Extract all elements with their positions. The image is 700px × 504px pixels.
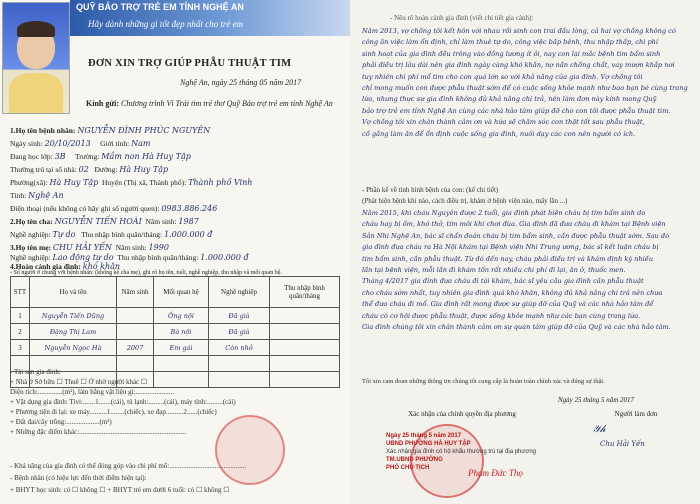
to-text: Chương trình Vì Trái tim trẻ thơ Quỹ Bảo trợ trẻ em tỉnh Nghệ An <box>121 99 333 108</box>
disease-line: cho cháu sớm nhất, tuy nhiên gia đình quá khó khăn, không đủ khả năng chi trả nên chưa <box>362 288 663 297</box>
road-label: Đường: <box>94 165 118 174</box>
banner-title: QUỸ BẢO TRỢ TRẺ EM TỈNH NGHỆ AN <box>76 2 244 12</box>
applicant-date: Ngày 25 tháng 5 năm 2017 <box>558 396 635 404</box>
patient-name-row <box>10 126 210 135</box>
mother-year-label: Năm sinh: <box>115 243 147 252</box>
col-name: Họ và tên <box>30 277 117 308</box>
cert-role: TM.UBND PHƯỜNG <box>386 457 443 463</box>
assets-other: + Những đặc điểm khác:............................................................. <box>10 428 186 436</box>
road-value: Hà Huy Tập <box>119 165 169 174</box>
cell-income <box>270 324 340 340</box>
photo-hair <box>17 21 55 37</box>
house-no: 02 <box>78 165 89 174</box>
district-label: Huyện (Thị xã, Thành phố): <box>101 178 187 187</box>
story-line: phải điều trị lâu dài nên gia đình ngày càng khó khăn, nợ nần chồng chất, vay mượn khắp nơi <box>362 61 675 70</box>
phone-value: 0983.886.246 <box>161 204 218 213</box>
form-date: Nghệ An, ngày 25 tháng 05 năm 2017 <box>180 78 302 87</box>
father-job: Tự do <box>52 230 76 239</box>
father-income: 1.000.000 đ <box>164 230 213 239</box>
col-income: Thu nhập bình quân/tháng <box>270 277 340 308</box>
cell-income <box>270 340 340 356</box>
father-job-row <box>10 230 212 239</box>
school-label: Đang học lớp: <box>10 152 53 161</box>
family-label: 4.Hoàn cảnh gia đình: <box>10 262 81 271</box>
disease-line: cháu có cơ hội được phẫu thuật, được sống khỏe mạnh như các bạn cùng trang lứa. <box>362 311 641 320</box>
table-row <box>11 324 340 340</box>
cert-body: UBND PHƯỜNG HÀ HUY TẬP <box>386 441 471 447</box>
family-story <box>362 26 692 140</box>
mother-job: Lao động tự do <box>52 253 114 262</box>
story-line: tuy nhiên chi phí mổ tim cho con quá lớn so với khả năng của gia đình. Vợ chồng tôi <box>362 72 643 81</box>
photo-shirt <box>9 73 63 113</box>
disease-hint-detail: (Phát hiện bệnh khi nào, cách điều trị, khám ở bệnh viện nào, mấy lần ...) <box>362 197 568 205</box>
cert-title: PHÓ CHỦ TỊCH <box>386 465 430 471</box>
cell-stt: 2 <box>11 324 30 340</box>
banner-slogan: Hãy dành những gì tốt đẹp nhất cho trẻ em <box>88 19 244 29</box>
cell-relation: Bà nội <box>154 324 209 340</box>
members-label: - Số người ở chung với bệnh nhân: (không kể cha mẹ), ghi rõ họ tên, tuổi, nghề nghiệp, thu nhập và mối quan hệ. <box>10 270 282 276</box>
story-line: công ăn việc làm ổn định, chỉ làm thuê tự do, công việc bấp bênh, thu nhập thấp, chi phí <box>362 38 659 47</box>
header-banner <box>70 0 350 36</box>
cell-year <box>117 308 154 324</box>
story-line: lứa, nhưng thực sự gia đình không đủ khả năng chi trả, nên làm đơn này kính mong Quỹ <box>362 95 657 104</box>
assets-ability: - Khả năng của gia đình có thể đóng góp vào chi phí mổ:............................................ <box>10 462 247 470</box>
applicant-name: Chu Hải Yến <box>600 440 645 448</box>
sex-label: Giới tính: <box>100 139 130 148</box>
province-row <box>10 191 64 200</box>
col-stt: STT <box>11 277 30 308</box>
story-line: Vợ chồng tôi xin chân thành cảm ơn và hứa sẽ chăm sóc con thật tốt sau phẫu thuật, <box>362 118 645 127</box>
father-year: 1987 <box>178 217 199 226</box>
assets-land: + Đất đai/cây trồng:...................(m²) <box>10 418 112 426</box>
to-line <box>86 98 348 109</box>
right-page <box>350 0 700 504</box>
applicant-label: Người làm đơn <box>614 410 658 418</box>
cell-job: Đã già <box>209 308 270 324</box>
col-year: Năm sinh <box>117 277 154 308</box>
col-job: Nghề nghiệp <box>209 277 270 308</box>
family-table-header <box>11 277 340 308</box>
father-job-label: Nghề nghiệp: <box>10 230 51 239</box>
story-hint: - Nêu rõ hoàn cảnh gia đình (viết chi tiết gia cảnh): <box>390 14 534 22</box>
assets-vehicle: + Phương tiện đi lại: xe máy..........1........(chiếc), xe đạp..........2......(chiếc) <box>10 408 217 416</box>
certification-label: Xác nhận của chính quyền địa phương <box>408 410 516 418</box>
disease-line: Năm 2015, khi cháu Nguyên được 2 tuổi, gia đình phát hiện cháu bị tim bẩm sinh do <box>362 209 646 217</box>
story-line: cố gắng làm ăn để ổn định cuộc sống gia đình, nuôi dạy các con nên người có ích. <box>362 129 636 138</box>
address-label: Thường trú tại số nhà: <box>10 165 77 174</box>
school-name: Mầm non Hà Huy Tập <box>101 152 191 161</box>
cell-relation: Em gái <box>154 340 209 356</box>
official-signer: Phạm Đức Thọ <box>468 468 523 478</box>
cert-body-text: Xác nhận gia đình có hộ khẩu thường trú tại địa phương <box>386 449 537 455</box>
ward-label: Phường(xã): <box>10 178 48 187</box>
disease-line: Gia đình chúng tôi xin chân thành cảm ơn sự quan tâm giúp đỡ của Quỹ và các nhà hảo tâm. <box>362 323 671 332</box>
story-line: chỉ mong muốn con được phẫu thuật sớm để có cuộc sống khỏe mạnh như bao bạn bè cùng trang <box>362 84 688 93</box>
disease-line: Sản Nhi Nghệ An, bác sĩ chẩn đoán cháu bị tim bẩm sinh, cần được phẫu thuật sớm. Sau đó <box>362 231 670 240</box>
dob-value: 20/10/2013 <box>44 139 91 148</box>
story-line: Năm 2013, vợ chồng tôi kết hôn với nhau rồi sinh con trai đầu lòng, cả hai vợ chồng không có <box>362 27 676 35</box>
disease-line: Tháng 4/2017 gia đình đưa cháu đi tái khám, bác sĩ yêu cầu gia đình cần phẫu thuật <box>362 277 644 286</box>
mother-row <box>10 243 169 252</box>
mother-income-label: Thu nhập bình quân/tháng: <box>117 253 199 262</box>
district-value: Thành phố Vinh <box>188 178 253 187</box>
mother-year: 1990 <box>148 243 169 252</box>
ward-row <box>10 178 252 187</box>
child-photo <box>2 2 70 114</box>
address-row <box>10 165 168 174</box>
sex-value: Nam <box>131 139 151 148</box>
assets-house: + Nhà ở Sở hữu ☐ Thuê ☐ Ở nhờ người khác ☐ <box>10 378 148 386</box>
cell-stt: 3 <box>11 340 30 356</box>
school-name-label: Trường: <box>74 152 100 161</box>
province-label: Tỉnh: <box>10 191 27 200</box>
cell-year: 2007 <box>117 340 154 356</box>
father-income-label: Thu nhập bình quân/tháng: <box>81 230 163 239</box>
insurance-label: - Bệnh nhân (có hiệu lực đến thời điểm hiện tại): <box>10 474 147 482</box>
mother-name: CHU HẢI YẾN <box>52 243 112 252</box>
bhyt-row: + BHYT học sinh: có ☐ không ☐ + BHYT trẻ em dưới 6 tuổi: có ☐ không ☐ <box>10 486 230 494</box>
assets-section: - Tài sản gia đình: <box>10 368 61 376</box>
cell-relation: Ông nội <box>154 308 209 324</box>
mother-job-row <box>10 253 249 262</box>
faded-stamp <box>215 415 285 485</box>
certification-text <box>386 432 536 472</box>
dob-row <box>10 139 151 148</box>
disease-hint: - Phần kể về tình hình bệnh của con: (kể chi tiết) <box>362 186 499 194</box>
disease-line: gia đình đưa cháu ra Hà Nội khám tại Bệnh viện Nhi Trung ương, bác sĩ kết luận cháu bị <box>362 243 659 252</box>
disease-line: thể đưa cháu đi mổ. Gia đình rất mong được sự giúp đỡ của Quỹ và các nhà hảo tâm để <box>362 300 654 309</box>
phone-row <box>10 204 217 213</box>
dob-label: Ngày sinh: <box>10 139 43 148</box>
ward-value: Hà Huy Tập <box>49 178 99 187</box>
father-row <box>10 217 199 226</box>
cell-stt: 1 <box>11 308 30 324</box>
form-title: ĐƠN XIN TRỢ GIÚP PHẪU THUẬT TIM <box>88 58 292 69</box>
province-value: Nghệ An <box>28 191 64 200</box>
father-name: NGUYỄN TIẾN HOÀI <box>54 217 142 226</box>
mother-income: 1.000.000 đ <box>200 253 249 262</box>
cell-name: Đặng Thị Lam <box>30 324 117 340</box>
patient-name: NGUYỄN ĐÌNH PHÚC NGUYÊN <box>77 126 211 135</box>
phone-label: Điện thoại (nếu không có hãy ghi số người quen): <box>10 204 160 213</box>
to-label: Kính gửi: <box>86 99 120 108</box>
school-row <box>10 152 191 161</box>
cell-income <box>270 308 340 324</box>
disease-line: tim bẩm sinh, cần phẫu thuật. Từ đó đến nay, cháu phải điều trị và khám định kỳ nhiều <box>362 254 654 263</box>
patient-name-label: 1.Họ tên bệnh nhân: <box>10 126 76 135</box>
col-relation: Mối quan hệ <box>154 277 209 308</box>
family-text: khó khăn <box>82 262 121 271</box>
father-label: 2.Họ tên cha: <box>10 217 53 226</box>
cell-year <box>117 324 154 340</box>
story-line: sinh hoạt của gia đình đều trông vào đồng lương ít ỏi, nay con lại mắc bệnh tim bẩm sinh <box>362 49 661 58</box>
cell-job: Còn nhỏ <box>209 340 270 356</box>
cell-name: Nguyễn Ngọc Hà <box>30 340 117 356</box>
father-year-label: Năm sinh: <box>145 217 177 226</box>
confirm-note: Tôi xin cam đoan những thông tin chúng tôi cung cấp là hoàn toàn chính xác và đúng sự thật. <box>362 378 605 385</box>
cell-name: Nguyễn Tiến Dũng <box>30 308 117 324</box>
cert-date: Ngày 25 tháng 5 năm 2017 <box>386 433 462 439</box>
cell-job: Đã già <box>209 324 270 340</box>
story-line: bảo trợ trẻ em tỉnh Nghệ An cùng các nhà hảo tâm giúp đỡ cho con tôi được phẫu thuật tim. <box>362 106 671 115</box>
mother-job-label: Nghề nghiệp: <box>10 253 51 262</box>
assets-area: Diện tích:..............(m²), làm bằng vật liệu gì:...................... <box>10 388 175 396</box>
disease-line: lần tại bệnh viện, mỗi lần đi khám tốn rất nhiều chi phí đi lại, ăn ở, thuốc men. <box>362 266 626 275</box>
mother-label: 3.Họ tên mẹ: <box>10 243 52 252</box>
school-value: 3B <box>54 152 66 161</box>
applicant-signature-icon: 𝒴𝒽 <box>592 424 606 435</box>
assets-goods: + Vật dụng gia đình: Tivi:.......1.......(cái), tủ lạnh:.........(cái), máy tính:.........(cái) <box>10 398 236 406</box>
table-row <box>11 308 340 324</box>
disease-line: cháu hay bị ốm, khó thở, tím môi khi chơi đùa. Gia đình đã đưa cháu đi khám tại Bệnh viện <box>362 220 666 229</box>
table-row <box>11 340 340 356</box>
disease-story <box>362 208 692 333</box>
